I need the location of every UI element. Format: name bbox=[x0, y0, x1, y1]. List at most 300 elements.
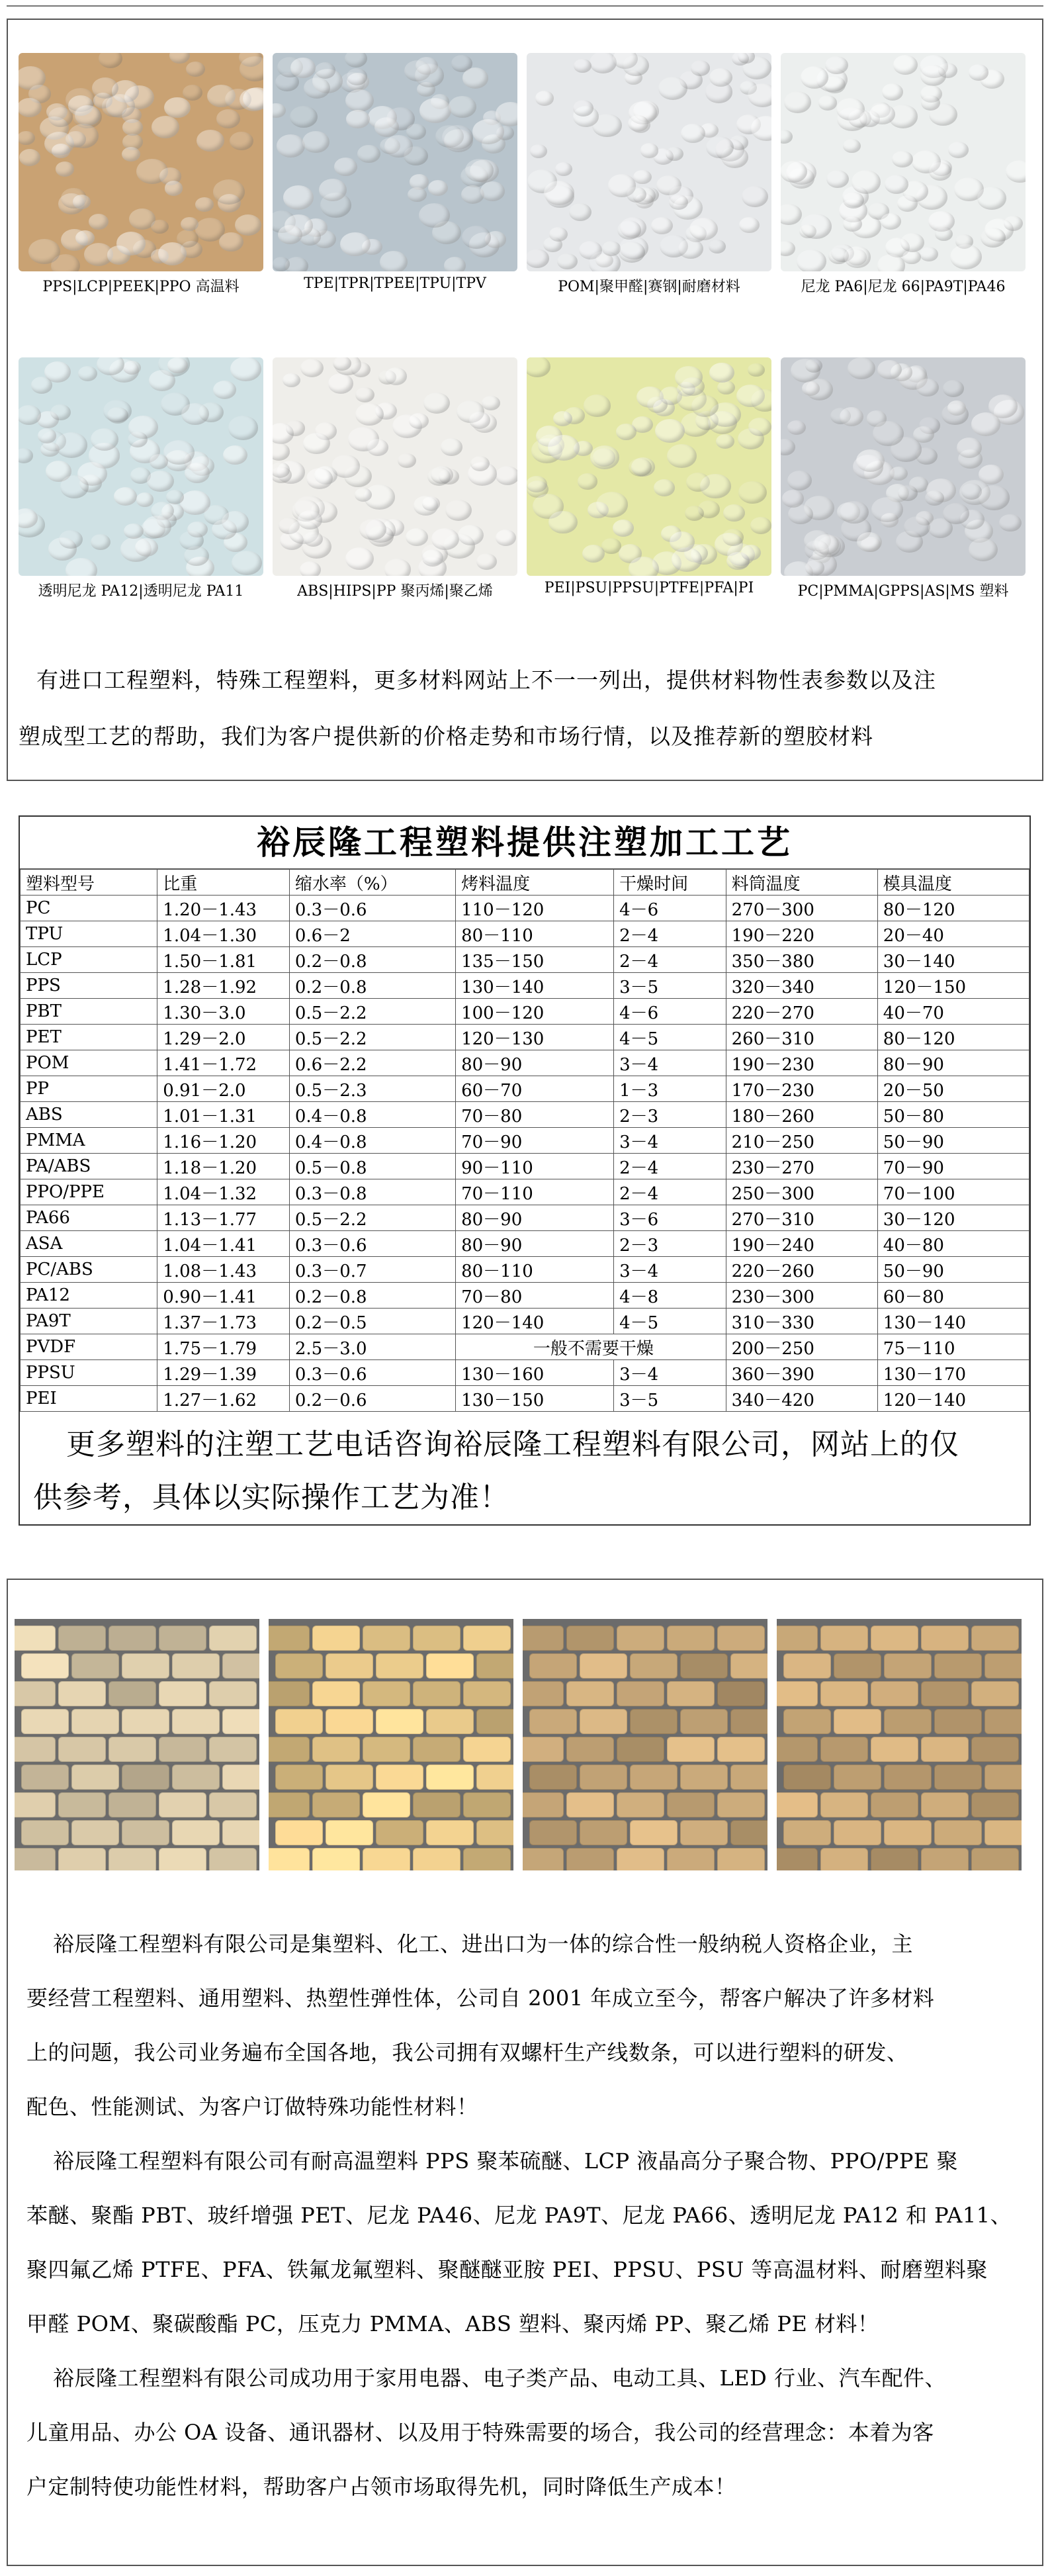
pellet-shape bbox=[351, 362, 371, 377]
table-cell: 75－110 bbox=[877, 1334, 1029, 1360]
table-cell: 40－70 bbox=[877, 999, 1029, 1025]
pellet-shape bbox=[527, 249, 549, 268]
pellet-shape bbox=[116, 232, 146, 255]
pellet-shape bbox=[223, 445, 247, 465]
pellet-photo bbox=[527, 53, 771, 271]
bag-shape bbox=[617, 1792, 664, 1817]
column-header: 塑料型号 bbox=[21, 870, 157, 896]
pellet-shape bbox=[75, 230, 95, 246]
pellet-shape bbox=[826, 170, 849, 188]
pellet-shape bbox=[574, 59, 591, 73]
pellet-shape bbox=[750, 517, 771, 533]
bag-shape bbox=[363, 1681, 410, 1706]
pellet-shape bbox=[781, 241, 795, 256]
table-row bbox=[21, 1102, 1029, 1128]
pellet-shape bbox=[165, 181, 183, 195]
bag-shape bbox=[984, 1653, 1022, 1679]
table-cell: 190－240 bbox=[726, 1231, 877, 1257]
pellet-shape bbox=[943, 380, 964, 397]
bag-shape bbox=[15, 1792, 56, 1817]
bag-shape bbox=[523, 1848, 564, 1870]
table-cell: 0.5－0.8 bbox=[289, 1154, 455, 1179]
pellet-shape bbox=[623, 55, 649, 76]
table-cell: 110－120 bbox=[456, 896, 614, 921]
text-line: 聚四氟乙烯 PTFE、PFA、铁氟龙氟塑料、聚醚醚亚胺 PEI、PPSU、PSU 等高温材料、耐磨塑料聚 bbox=[26, 2257, 988, 2282]
bag-shape bbox=[376, 1765, 423, 1790]
pellet-shape bbox=[334, 158, 357, 176]
table-cell: 130－140 bbox=[877, 1309, 1029, 1334]
pellet-shape bbox=[709, 68, 732, 87]
pellet-shape bbox=[527, 476, 547, 492]
pellet-shape bbox=[124, 524, 144, 539]
table-cell: 0.6－2.2 bbox=[289, 1050, 455, 1076]
table-cell: 270－300 bbox=[726, 896, 877, 921]
table-cell: 120－140 bbox=[877, 1386, 1029, 1412]
pellet-shape bbox=[374, 117, 400, 137]
bag-shape bbox=[820, 1681, 868, 1706]
bag-shape bbox=[476, 1709, 513, 1734]
table-cell: 0.2－0.6 bbox=[289, 1386, 455, 1412]
table-cell: 1.50－1.81 bbox=[157, 947, 290, 973]
pellet-shape bbox=[843, 216, 862, 232]
pellet-shape bbox=[535, 91, 554, 106]
intro-line-2: 塑成型工艺的帮助，我们为客户提供新的价格走势和市场行情，以及推荐新的塑胶材料 bbox=[19, 723, 873, 749]
bag-shape bbox=[21, 1653, 69, 1679]
pellet-shape bbox=[406, 124, 426, 140]
bag-shape bbox=[376, 1653, 423, 1679]
table-cell: 360－390 bbox=[726, 1360, 877, 1386]
table-cell: 80－90 bbox=[877, 1050, 1029, 1076]
product-caption: 尼龙 PA6|尼龙 66|PA9T|PA46 bbox=[801, 279, 1006, 295]
table-cell: 50－90 bbox=[877, 1257, 1029, 1283]
pellet-shape bbox=[183, 85, 202, 101]
bag-shape bbox=[580, 1765, 627, 1790]
table-cell: 70－90 bbox=[877, 1154, 1029, 1179]
pellet-shape bbox=[916, 379, 938, 396]
table-cell: 260－310 bbox=[726, 1025, 877, 1050]
pellet-shape bbox=[655, 419, 685, 443]
table-cell: 0.91－2.0 bbox=[157, 1076, 290, 1102]
pellet-shape bbox=[91, 428, 118, 451]
table-cell: 130－160 bbox=[456, 1360, 614, 1386]
table-cell: 3－4 bbox=[614, 1050, 726, 1076]
pellet-shape bbox=[195, 197, 214, 212]
pellet-shape bbox=[408, 187, 427, 203]
pellet-shape bbox=[892, 151, 912, 167]
bag-shape bbox=[426, 1820, 474, 1845]
table-cell: PBT bbox=[21, 999, 157, 1025]
pellet-shape bbox=[801, 66, 828, 89]
pellet-photo bbox=[781, 53, 1026, 271]
table-cell: 1.29－1.39 bbox=[157, 1360, 290, 1386]
table-cell: 60－70 bbox=[456, 1076, 614, 1102]
table-row bbox=[21, 1128, 1029, 1154]
table-cell: PP bbox=[21, 1076, 157, 1102]
bag-shape bbox=[159, 1848, 206, 1870]
bag-shape bbox=[934, 1820, 982, 1845]
bag-shape bbox=[971, 1737, 1019, 1762]
pellet-shape bbox=[306, 468, 333, 489]
table-cell: PVDF bbox=[21, 1334, 157, 1360]
pellet-shape bbox=[449, 96, 476, 118]
bag-shape bbox=[717, 1626, 765, 1651]
pellet-shape bbox=[367, 439, 388, 455]
pellet-photo bbox=[273, 53, 517, 271]
product-caption: 透明尼龙 PA12|透明尼龙 PA11 bbox=[38, 583, 244, 600]
bag-shape bbox=[717, 1848, 765, 1870]
bag-shape bbox=[871, 1792, 918, 1817]
bag-shape bbox=[884, 1765, 932, 1790]
pellet-shape bbox=[163, 440, 195, 465]
product-caption: PC|PMMA|GPPS|AS|MS 塑料 bbox=[797, 583, 1009, 600]
bag-shape bbox=[71, 1765, 119, 1790]
pellet-shape bbox=[213, 381, 236, 399]
pellet-shape bbox=[123, 361, 141, 375]
bag-shape bbox=[777, 1848, 818, 1870]
bag-shape bbox=[172, 1820, 220, 1845]
warehouse-photo bbox=[269, 1619, 513, 1870]
table-row bbox=[21, 1205, 1029, 1231]
pellet-shape bbox=[877, 360, 902, 380]
table-cell: PPSU bbox=[21, 1360, 157, 1386]
bag-shape bbox=[275, 1653, 323, 1679]
bag-shape bbox=[209, 1681, 257, 1706]
pellet-shape bbox=[222, 511, 249, 533]
pellet-shape bbox=[748, 83, 771, 107]
table-cell: 80－110 bbox=[456, 921, 614, 947]
table-cell: LCP bbox=[21, 947, 157, 973]
table-cell: PPS bbox=[21, 973, 157, 999]
bag-shape bbox=[159, 1737, 206, 1762]
bag-shape bbox=[871, 1681, 918, 1706]
bag-shape bbox=[777, 1681, 818, 1706]
pellet-shape bbox=[181, 217, 198, 231]
table-cell: 230－300 bbox=[726, 1283, 877, 1309]
pellet-shape bbox=[216, 109, 241, 128]
table-cell: 70－110 bbox=[456, 1179, 614, 1205]
table-row bbox=[21, 896, 1029, 921]
pellet-shape bbox=[278, 225, 302, 245]
column-header: 烤料温度 bbox=[456, 870, 614, 896]
pellet-shape bbox=[19, 405, 41, 425]
table-cell: 3－4 bbox=[614, 1360, 726, 1386]
pellet-shape bbox=[423, 392, 451, 414]
bag-shape bbox=[326, 1820, 373, 1845]
table-row bbox=[21, 1360, 1029, 1386]
pellet-shape bbox=[938, 63, 957, 78]
pellet-shape bbox=[213, 179, 244, 205]
pellet-shape bbox=[947, 400, 966, 416]
pellet-shape bbox=[273, 257, 290, 271]
bag-shape bbox=[523, 1792, 564, 1817]
table-cell: 一般不需要干燥 bbox=[456, 1334, 726, 1360]
bag-shape bbox=[871, 1848, 918, 1870]
pellet-shape bbox=[75, 105, 101, 126]
pellet-shape bbox=[290, 58, 316, 78]
pellet-shape bbox=[602, 241, 621, 256]
table-cell: 20－50 bbox=[877, 1076, 1029, 1102]
pellet-shape bbox=[977, 187, 1006, 210]
bag-shape bbox=[529, 1653, 577, 1679]
bag-shape bbox=[871, 1626, 918, 1651]
bag-shape bbox=[730, 1653, 767, 1679]
pellet-shape bbox=[56, 432, 87, 457]
bag-shape bbox=[21, 1765, 69, 1790]
bag-shape bbox=[222, 1820, 259, 1845]
bag-shape bbox=[15, 1681, 56, 1706]
pellet-shape bbox=[300, 561, 321, 576]
bag-shape bbox=[312, 1626, 360, 1651]
bag-shape bbox=[413, 1626, 460, 1651]
pellet-shape bbox=[303, 433, 330, 455]
table-cell: 135－150 bbox=[456, 947, 614, 973]
pellet-shape bbox=[240, 56, 263, 81]
table-cell: 130－140 bbox=[456, 973, 614, 999]
process-table bbox=[19, 815, 1031, 1526]
pellet-shape bbox=[948, 142, 969, 158]
pellet-shape bbox=[19, 131, 35, 145]
pellet-shape bbox=[480, 181, 505, 201]
pellet-shape bbox=[482, 396, 500, 410]
table-cell: 40－80 bbox=[877, 1231, 1029, 1257]
text-line: 儿童用品、办公 OA 设备、通讯器材、以及用于特殊需要的场合，我公司的经营理念：本着为客 bbox=[26, 2420, 934, 2445]
pellet-shape bbox=[345, 89, 374, 112]
pellet-shape bbox=[359, 519, 386, 541]
note-line-1: 更多塑料的注塑工艺电话咨询裕辰隆工程塑料有限公司，网站上的仅 bbox=[66, 1428, 959, 1461]
bag-shape bbox=[363, 1626, 410, 1651]
table-cell: 80－110 bbox=[456, 1257, 614, 1283]
table-cell: 0.5－2.3 bbox=[289, 1076, 455, 1102]
pellet-shape bbox=[89, 214, 109, 230]
pellet-shape bbox=[801, 214, 832, 239]
table-row bbox=[21, 973, 1029, 999]
pellet-shape bbox=[73, 195, 91, 209]
bag-shape bbox=[971, 1848, 1019, 1870]
table-cell: 350－380 bbox=[726, 947, 877, 973]
table-cell: 190－220 bbox=[726, 921, 877, 947]
table-cell: 2.5－3.0 bbox=[289, 1334, 455, 1360]
pellet-shape bbox=[544, 181, 574, 205]
table-cell: 30－120 bbox=[877, 1205, 1029, 1231]
pellet-shape bbox=[818, 95, 837, 110]
table-cell: 220－260 bbox=[726, 1257, 877, 1283]
table-cell: 120－150 bbox=[877, 973, 1029, 999]
note-line-2: 供参考，具体以实际操作工艺为准！ bbox=[33, 1481, 509, 1514]
pellet-shape bbox=[929, 162, 951, 180]
pellet-shape bbox=[723, 504, 744, 522]
table-cell: 0.3－0.6 bbox=[289, 1231, 455, 1257]
bag-shape bbox=[783, 1653, 831, 1679]
bag-shape bbox=[312, 1848, 360, 1870]
text-line: 配色、性能测试、为客户订做特殊功能性材料！ bbox=[26, 2094, 478, 2119]
pellet-shape bbox=[582, 545, 605, 563]
bag-shape bbox=[463, 1737, 511, 1762]
pellet-shape bbox=[843, 192, 864, 208]
warehouse-photo bbox=[523, 1619, 767, 1870]
bag-shape bbox=[717, 1737, 765, 1762]
bag-shape bbox=[630, 1709, 678, 1734]
table-title: 裕辰隆工程塑料提供注塑加工工艺 bbox=[20, 817, 1029, 869]
company-paragraph-2 bbox=[26, 2134, 1026, 2351]
pellet-shape bbox=[344, 465, 372, 488]
pellet-shape bbox=[122, 147, 140, 161]
bag-shape bbox=[413, 1681, 460, 1706]
pellet-shape bbox=[573, 100, 593, 116]
text-line: 苯醚、聚酯 PBT、玻纤增强 PET、尼龙 PA46、尼龙 PA9T、尼龙 PA66、透明尼龙 PA12 和 PA11、 bbox=[26, 2203, 1012, 2228]
table-row bbox=[21, 1283, 1029, 1309]
bag-shape bbox=[413, 1737, 460, 1762]
bag-shape bbox=[209, 1737, 257, 1762]
table-cell: 1.04－1.32 bbox=[157, 1179, 290, 1205]
table-cell: 340－420 bbox=[726, 1386, 877, 1412]
table-cell: 210－250 bbox=[726, 1128, 877, 1154]
table-cell: 4－6 bbox=[614, 896, 726, 921]
text-line: 甲醛 POM、聚碳酸酯 PC，压克力 PMMA、ABS 塑料、聚丙烯 PP、聚乙烯 PE 材料！ bbox=[26, 2311, 879, 2336]
product-tile bbox=[527, 357, 771, 609]
pellet-shape bbox=[825, 56, 848, 74]
bag-shape bbox=[426, 1765, 474, 1790]
pellet-shape bbox=[981, 228, 1006, 248]
bag-shape bbox=[820, 1848, 868, 1870]
pellet-shape bbox=[781, 130, 793, 144]
pellet-shape bbox=[31, 377, 53, 394]
table-cell: 4－5 bbox=[614, 1025, 726, 1050]
table-row bbox=[21, 1309, 1029, 1334]
bag-shape bbox=[934, 1765, 982, 1790]
table-cell: 1.30－3.0 bbox=[157, 999, 290, 1025]
bag-shape bbox=[275, 1709, 323, 1734]
bag-shape bbox=[529, 1765, 577, 1790]
table-cell: 1.16－1.20 bbox=[157, 1128, 290, 1154]
bag-shape bbox=[58, 1737, 106, 1762]
bag-shape bbox=[159, 1681, 206, 1706]
bag-shape bbox=[172, 1653, 220, 1679]
pellet-shape bbox=[999, 514, 1021, 532]
pellet-shape bbox=[843, 139, 861, 154]
pellet-shape bbox=[869, 104, 895, 124]
pellet-shape bbox=[553, 411, 572, 426]
product-caption: ABS|HIPS|PP 聚丙烯|聚乙烯 bbox=[297, 583, 493, 600]
product-tile bbox=[19, 357, 263, 609]
pellet-shape bbox=[166, 490, 184, 504]
bag-shape bbox=[834, 1653, 881, 1679]
pellet-shape bbox=[346, 110, 370, 129]
bag-shape bbox=[820, 1792, 868, 1817]
pellet-shape bbox=[240, 88, 263, 111]
table-row bbox=[21, 1386, 1029, 1412]
table-cell: 0.5－2.2 bbox=[289, 1025, 455, 1050]
bag-shape bbox=[667, 1626, 715, 1651]
product-tile bbox=[19, 53, 263, 304]
table-cell: 0.2－0.8 bbox=[289, 947, 455, 973]
product-tile bbox=[527, 53, 771, 304]
table-row bbox=[21, 1076, 1029, 1102]
pellet-shape bbox=[871, 497, 903, 522]
pellet-shape bbox=[273, 103, 286, 118]
bag-shape bbox=[630, 1820, 678, 1845]
pellet-shape bbox=[302, 131, 329, 153]
bag-shape bbox=[463, 1626, 511, 1651]
table-cell: 80－90 bbox=[456, 1205, 614, 1231]
bag-shape bbox=[109, 1626, 156, 1651]
pellet-shape bbox=[404, 146, 428, 166]
table-cell: 50－90 bbox=[877, 1128, 1029, 1154]
table-row bbox=[21, 1179, 1029, 1205]
pellet-shape bbox=[781, 161, 807, 183]
bag-shape bbox=[15, 1848, 56, 1870]
text-line: 裕辰隆工程塑料有限公司成功用于家用电器、电子类产品、电动工具、LED 行业、汽车配件、 bbox=[53, 2366, 946, 2391]
pellet-shape bbox=[716, 434, 734, 449]
bag-shape bbox=[617, 1626, 664, 1651]
bag-shape bbox=[680, 1820, 728, 1845]
pellet-shape bbox=[651, 217, 673, 234]
pellet-shape bbox=[557, 253, 577, 269]
company-paragraph-1 bbox=[26, 1917, 1026, 2134]
pellet-shape bbox=[669, 195, 688, 210]
pellet-shape bbox=[445, 500, 472, 521]
bag-shape bbox=[566, 1626, 614, 1651]
bag-shape bbox=[363, 1848, 410, 1870]
pellet-shape bbox=[184, 546, 209, 566]
bag-shape bbox=[884, 1653, 932, 1679]
pellet-shape bbox=[578, 473, 597, 489]
bag-shape bbox=[222, 1709, 259, 1734]
pellet-shape bbox=[548, 511, 577, 534]
bag-shape bbox=[566, 1848, 614, 1870]
table-cell: 1.08－1.43 bbox=[157, 1257, 290, 1283]
pellet-shape bbox=[150, 454, 168, 469]
bag-shape bbox=[717, 1681, 765, 1706]
table-row bbox=[21, 921, 1029, 947]
warehouse-photo bbox=[15, 1619, 259, 1870]
pellet-shape bbox=[328, 373, 353, 394]
pellet-photo bbox=[19, 53, 263, 271]
table-cell: 130－150 bbox=[456, 1386, 614, 1412]
pellet-shape bbox=[814, 534, 839, 555]
table-cell: 1.75－1.79 bbox=[157, 1334, 290, 1360]
bag-shape bbox=[269, 1626, 310, 1651]
pellet-shape bbox=[619, 242, 645, 263]
pellet-shape bbox=[691, 60, 711, 76]
bag-shape bbox=[884, 1709, 932, 1734]
bag-shape bbox=[463, 1848, 511, 1870]
table-cell: 1.01－1.31 bbox=[157, 1102, 290, 1128]
table-cell: 3－6 bbox=[614, 1205, 726, 1231]
pellet-shape bbox=[219, 232, 243, 252]
bag-shape bbox=[820, 1737, 868, 1762]
bag-shape bbox=[426, 1653, 474, 1679]
bag-shape bbox=[222, 1765, 259, 1790]
pellet-shape bbox=[569, 203, 591, 221]
pellet-shape bbox=[805, 359, 822, 373]
bag-shape bbox=[529, 1709, 577, 1734]
table-cell: 1.20－1.43 bbox=[157, 896, 290, 921]
pellet-shape bbox=[658, 77, 687, 100]
pellet-shape bbox=[616, 424, 636, 439]
pellet-shape bbox=[300, 359, 324, 377]
pellet-shape bbox=[315, 62, 335, 79]
pellet-shape bbox=[345, 547, 374, 570]
pellet-shape bbox=[555, 162, 572, 176]
table-cell: 0.3－0.6 bbox=[289, 896, 455, 921]
product-tile bbox=[781, 53, 1026, 304]
table-cell: PEI bbox=[21, 1386, 157, 1412]
table-cell: 200－250 bbox=[726, 1334, 877, 1360]
bag-shape bbox=[109, 1737, 156, 1762]
process-grid bbox=[20, 869, 1029, 1412]
bag-shape bbox=[921, 1626, 969, 1651]
pellet-shape bbox=[59, 530, 83, 549]
